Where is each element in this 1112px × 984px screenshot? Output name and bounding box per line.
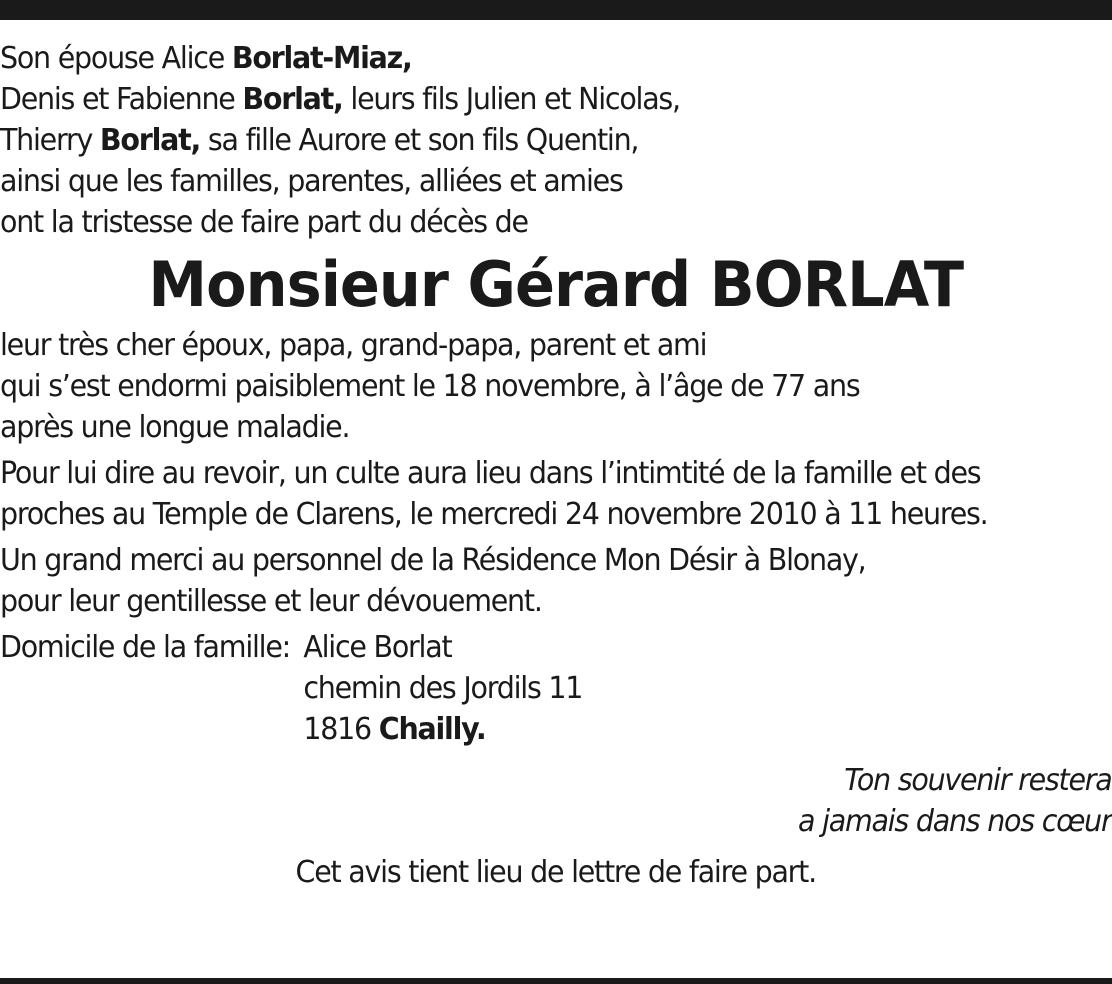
intro-line bbox=[0, 161, 1056, 202]
ceremony-line: proches au Temple de Clarens, le mercredi 24 novembre 2010 à 11 heures. bbox=[0, 497, 988, 532]
description-line: leur très cher époux, papa, grand-papa, parent et ami bbox=[0, 328, 707, 363]
bottom-border-rule bbox=[0, 978, 1112, 984]
thanks-line: pour leur gentillesse et leur dévouement. bbox=[0, 584, 542, 619]
domicile-street: chemin des Jordils 11 bbox=[303, 671, 583, 706]
intro-text: sa fille Aurore et son fils Quentin, bbox=[200, 123, 639, 158]
intro-line bbox=[0, 38, 1056, 79]
thanks-paragraph bbox=[0, 540, 1056, 622]
domicile-locality bbox=[303, 709, 582, 750]
description-line: qui s’est endormi paisiblement le 18 novembre, à l’âge de 77 ans bbox=[0, 369, 860, 404]
footer-note: Cet avis tient lieu de lettre de faire part. bbox=[295, 855, 816, 890]
intro-text: leurs fils Julien et Nicolas, bbox=[342, 82, 680, 117]
ceremony-line: Pour lui dire au revoir, un culte aura lieu dans l’intimtité de la famille et des bbox=[0, 456, 981, 491]
intro-surname: Borlat, bbox=[242, 82, 343, 117]
family-domicile bbox=[0, 627, 1056, 750]
intro-line bbox=[0, 79, 1056, 120]
memorial-motto bbox=[0, 760, 1112, 842]
intro-surname: Borlat, bbox=[99, 123, 201, 158]
domicile-postcode: 1816 bbox=[303, 712, 379, 747]
intro-text: Thierry bbox=[0, 123, 100, 158]
intro-text: Son épouse Alice bbox=[0, 41, 232, 76]
motto-line: Ton souvenir restera bbox=[844, 763, 1112, 798]
motto-line: a jamais dans nos cœur bbox=[798, 804, 1112, 839]
ceremony-paragraph bbox=[0, 453, 1056, 535]
domicile-label: Domicile de la famille: bbox=[0, 630, 291, 665]
intro-text: ainsi que les familles, parentes, alliées et amies bbox=[0, 164, 623, 199]
intro-text: Denis et Fabienne bbox=[0, 82, 243, 117]
intro-line bbox=[0, 202, 1056, 243]
domicile-name: Alice Borlat bbox=[303, 630, 452, 665]
thanks-line: Un grand merci au personnel de la Résidence Mon Désir à Blonay, bbox=[0, 543, 866, 578]
description-line: après une longue maladie. bbox=[0, 410, 350, 445]
intro-line bbox=[0, 120, 1056, 161]
domicile-city: Chailly. bbox=[378, 712, 486, 747]
top-border-rule bbox=[0, 0, 1112, 20]
domicile-address bbox=[290, 627, 582, 750]
deceased-name-heading: Monsieur Gérard BORLAT bbox=[148, 248, 964, 321]
description-paragraph bbox=[0, 325, 1056, 448]
intro-paragraph bbox=[0, 38, 1056, 243]
death-notice bbox=[0, 38, 1112, 893]
intro-surname: Borlat-Miaz, bbox=[231, 41, 412, 76]
intro-text: ont la tristesse de faire part du décès de bbox=[0, 205, 528, 240]
